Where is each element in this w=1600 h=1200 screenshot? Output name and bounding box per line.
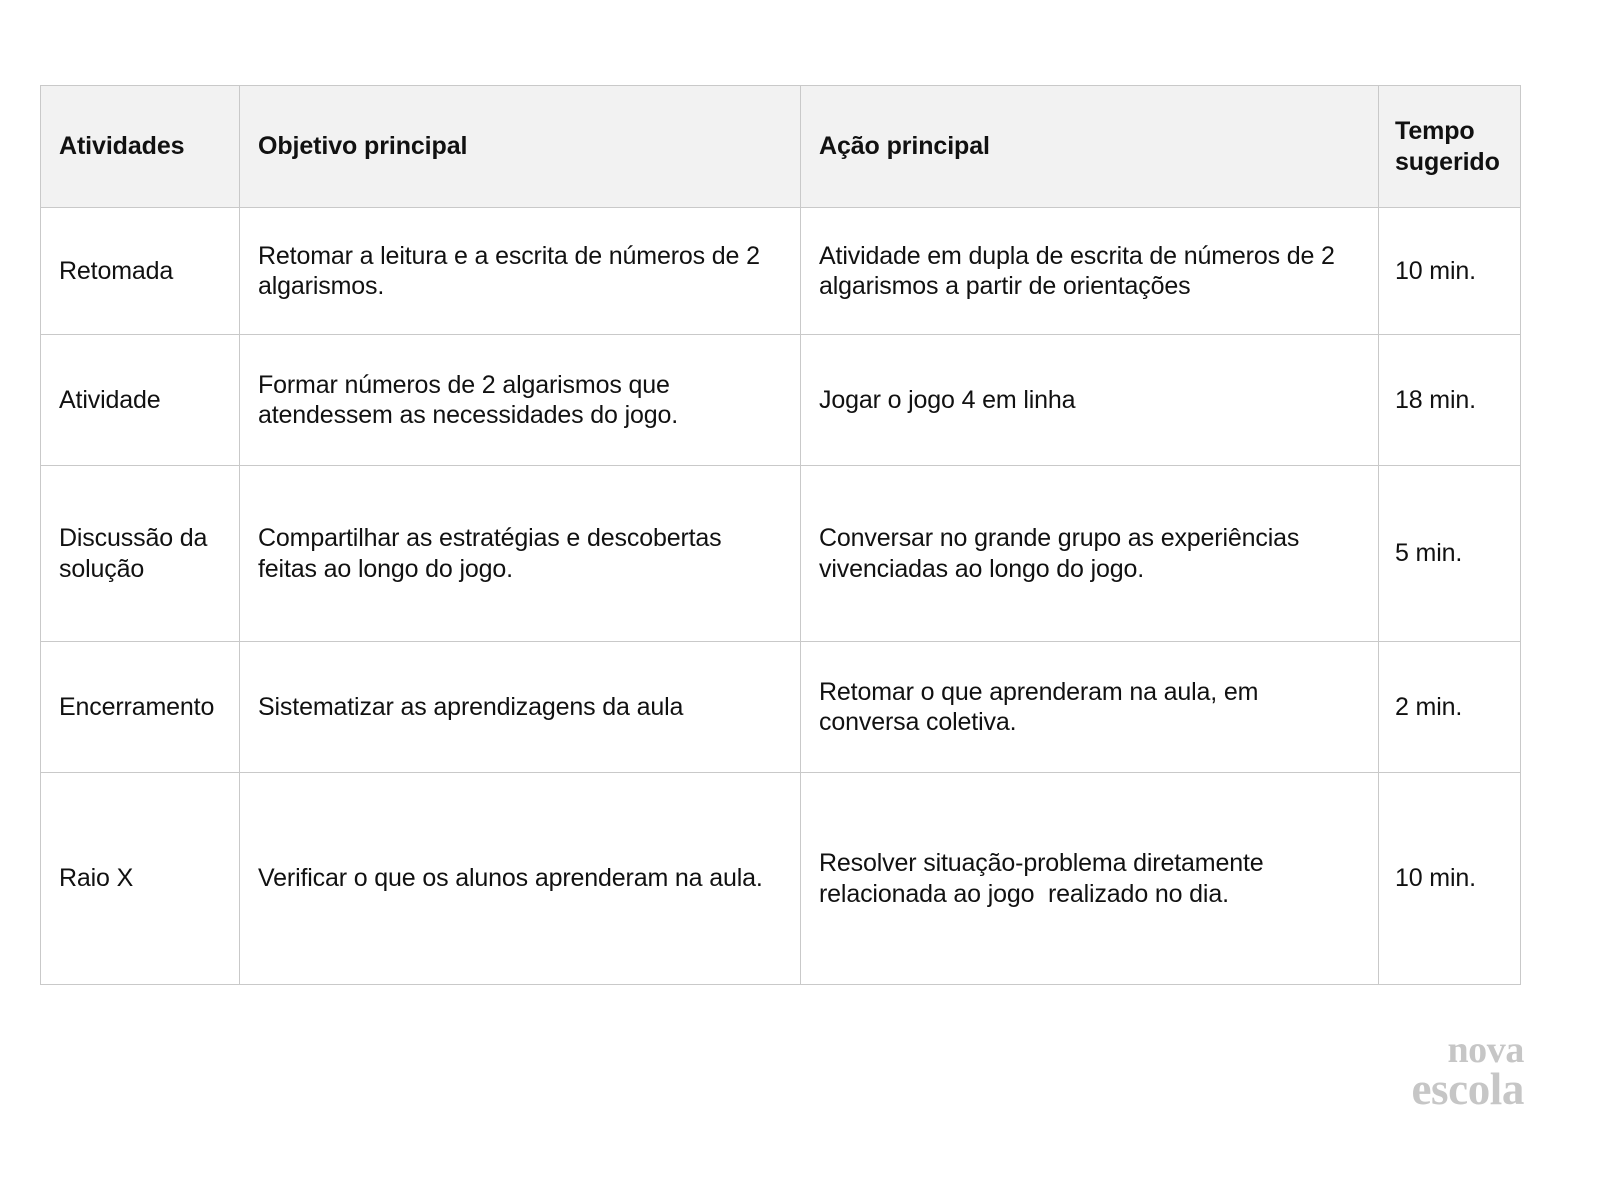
cell-tempo-text: 10 min. [1395, 864, 1476, 893]
cell-objetivo-text: Retomar a leitura e a escrita de números de 2 algarismos. [258, 241, 767, 300]
table-header [41, 86, 1521, 208]
table-row [41, 466, 1521, 642]
cell-tempo [1379, 773, 1521, 985]
logo-line-nova: nova [1447, 1029, 1524, 1071]
cell-tempo-text: 2 min. [1395, 692, 1463, 721]
cell-objetivo [240, 642, 801, 773]
column-header-tempo-sugerido-label: Tempo sugerido [1395, 117, 1500, 176]
cell-tempo [1379, 466, 1521, 642]
table-header-row [41, 86, 1521, 208]
cell-objetivo-text: Compartilhar as estratégias e descobertas feitas ao longo do jogo. [258, 524, 729, 583]
cell-tempo [1379, 208, 1521, 335]
cell-objetivo-text: Verificar o que os alunos aprenderam na aula. [258, 864, 763, 893]
logo-line-escola: escola [1411, 1064, 1524, 1115]
cell-objetivo-text: Sistematizar as aprendizagens da aula [258, 692, 684, 721]
cell-objetivo-text: Formar números de 2 algarismos que atendessem as necessidades do jogo. [258, 370, 679, 429]
column-header-tempo-sugerido [1379, 86, 1521, 208]
cell-atividade-text: Atividade [59, 385, 161, 414]
column-header-acao-principal-label: Ação principal [819, 132, 990, 161]
column-header-objetivo-principal [240, 86, 801, 208]
column-header-atividades [41, 86, 240, 208]
cell-acao-text: Jogar o jogo 4 em linha [819, 385, 1076, 414]
cell-tempo [1379, 335, 1521, 466]
cell-objetivo [240, 335, 801, 466]
cell-atividade [41, 208, 240, 335]
cell-acao-text: Resolver situação-problema diretamente relacionada ao jogo realizado no dia. [819, 849, 1271, 908]
cell-acao [801, 642, 1379, 773]
column-header-objetivo-principal-label: Objetivo principal [258, 132, 468, 161]
table-row [41, 335, 1521, 466]
cell-atividade-text: Retomada [59, 256, 174, 285]
cell-tempo-text: 5 min. [1395, 539, 1463, 568]
cell-objetivo [240, 773, 801, 985]
column-header-atividades-label: Atividades [59, 132, 185, 161]
table-body [41, 208, 1521, 985]
cell-atividade [41, 335, 240, 466]
cell-objetivo [240, 208, 801, 335]
cell-acao [801, 773, 1379, 985]
table-row [41, 642, 1521, 773]
cell-acao-text: Conversar no grande grupo as experiências vivenciadas ao longo do jogo. [819, 524, 1307, 583]
cell-atividade-text: Discussão da solução [59, 524, 215, 583]
cell-atividade [41, 466, 240, 642]
lesson-plan-table [40, 85, 1521, 985]
column-header-acao-principal [801, 86, 1379, 208]
cell-acao [801, 335, 1379, 466]
nova-escola-logo [1374, 1029, 1524, 1115]
cell-objetivo [240, 466, 801, 642]
table-row [41, 773, 1521, 985]
cell-tempo [1379, 642, 1521, 773]
cell-acao [801, 208, 1379, 335]
cell-atividade-text: Encerramento [59, 692, 215, 721]
cell-atividade [41, 773, 240, 985]
cell-atividade [41, 642, 240, 773]
cell-acao-text: Retomar o que aprenderam na aula, em conversa coletiva. [819, 677, 1266, 736]
cell-atividade-text: Raio X [59, 864, 134, 893]
cell-acao-text: Atividade em dupla de escrita de números de 2 algarismos a partir de orientações [819, 241, 1342, 300]
cell-acao [801, 466, 1379, 642]
cell-tempo-text: 18 min. [1395, 385, 1476, 414]
table-row [41, 208, 1521, 335]
cell-tempo-text: 10 min. [1395, 256, 1476, 285]
